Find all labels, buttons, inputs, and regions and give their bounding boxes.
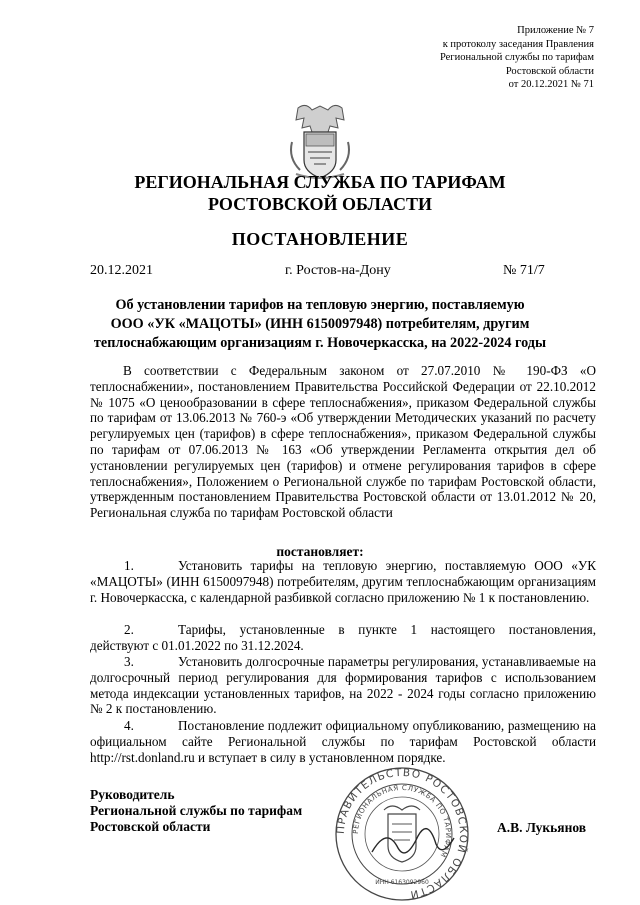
organization-name: [0, 171, 640, 215]
subject-line: Об установлении тарифов на тепловую энергию, поставляемую: [115, 297, 525, 313]
document-type: ПОСТАНОВЛЕНИЕ: [231, 229, 409, 249]
document-place: г. Ростов-на-Дону: [285, 263, 391, 278]
annex-line: Региональной службы по тарифам: [439, 52, 594, 64]
subject-line: ООО «УК «МАЦОТЫ» (ИНН 6150097948) потребителям, другим: [110, 316, 530, 332]
clause-number: 3.: [124, 654, 134, 669]
annex-line: от 20.12.2021 № 71: [508, 79, 594, 91]
position-line: Ростовской области: [90, 819, 211, 835]
clause-item: [90, 622, 596, 654]
subject-line: теплоснабжающим организациям г. Новочеркасска, на 2022-2024 годы: [93, 335, 547, 351]
clause-text: Тарифы, установленные в пункте 1 настоящего постановления, действуют с 01.01.2022 по 31.12.2024.: [90, 622, 596, 653]
clause-text: Установить тарифы на тепловую энергию, поставляемую ООО «УК «МАЦОТЫ» (ИНН 6150097948) потребителям, другим теплоснабжающим организациям г. Новочеркасска, с календарной разбивкой согласно приложению № 1 к постановлению.: [90, 558, 596, 605]
org-line: РЕГИОНАЛЬНАЯ СЛУЖБА ПО ТАРИФАМ: [134, 172, 506, 192]
clause-text: Установить долгосрочные параметры регулирования, устанавливаемые на долгосрочный период регулирования для формирования тарифов с использованием метода индексации установленных тарифов, на 2022 - 2024 годы согласно приложению № 2 к постановлению.: [90, 654, 596, 717]
annex-note: [334, 24, 594, 92]
resolves-heading: постановляет:: [276, 544, 364, 559]
signatory-position: [90, 787, 302, 836]
clause-item: [90, 718, 596, 765]
clause-item: [90, 654, 596, 717]
document-number: № 71/7: [503, 263, 545, 278]
seal-emblem-icon: [384, 806, 420, 862]
signature-scribble: [372, 829, 454, 853]
org-line: РОСТОВСКОЙ ОБЛАСТИ: [208, 194, 432, 214]
intro-paragraph: В соответствии с Федеральным законом от 27.07.2010 № 190-ФЗ «О теплоснабжении», постановлением Правительства Российской Федерации от 22.10.2012 № 1075 «О ценообразовании в сфере теплоснабжения», приказом Федеральной службы по тарифам от 13.06.2013 № 760-э «Об утверждении Методических указаний по расчету регулируемых цен (тарифов) в сфере теплоснабжения», приказом Федеральной службы по тарифам от 07.06.2013 № 163 «Об утверждении Регламента открытия дел об установлении регулируемых цен (тарифов) и отмене регулирования тарифов в сфере теплоснабжения», Положением о Региональной службе по тарифам Ростовской области, утвержденным постановлением Правительства Ростовской области от 13.01.2012 № 20, Региональная служба по тарифам Ростовской области: [90, 363, 596, 521]
clause-number: 4.: [124, 718, 134, 733]
annex-line: Ростовской области: [505, 65, 594, 77]
seal-outer-text: ПРАВИТЕЛЬСТВО РОСТОВСКОЙ ОБЛАСТИ: [334, 766, 470, 901]
official-seal-stamp: [332, 766, 472, 902]
annex-line: Приложение № 7: [517, 25, 594, 36]
seal-inner-text: РЕГИОНАЛЬНАЯ СЛУЖБА ПО ТАРИФАМ: [351, 783, 453, 859]
annex-line: к протоколу заседания Правления: [442, 38, 594, 50]
position-line: Руководитель: [90, 787, 175, 802]
document-date: 20.12.2021: [90, 263, 153, 278]
clause-text: Постановление подлежит официальному опубликованию, размещению на официальном сайте Региональной службы по тарифам Ростовской области http://rst.donland.ru и вступает в силу в установленном порядке.: [90, 718, 596, 765]
clause-number: 2.: [124, 622, 134, 637]
seal-code-text: ИНН 6163092960: [375, 879, 429, 886]
coat-of-arms-icon: [284, 102, 356, 182]
document-subject: [60, 296, 580, 353]
clause-number: 1.: [124, 558, 134, 573]
signatory-name: А.В. Лукьянов: [497, 820, 587, 835]
position-line: Региональной службы по тарифам: [90, 803, 303, 819]
clause-item: [90, 558, 596, 605]
